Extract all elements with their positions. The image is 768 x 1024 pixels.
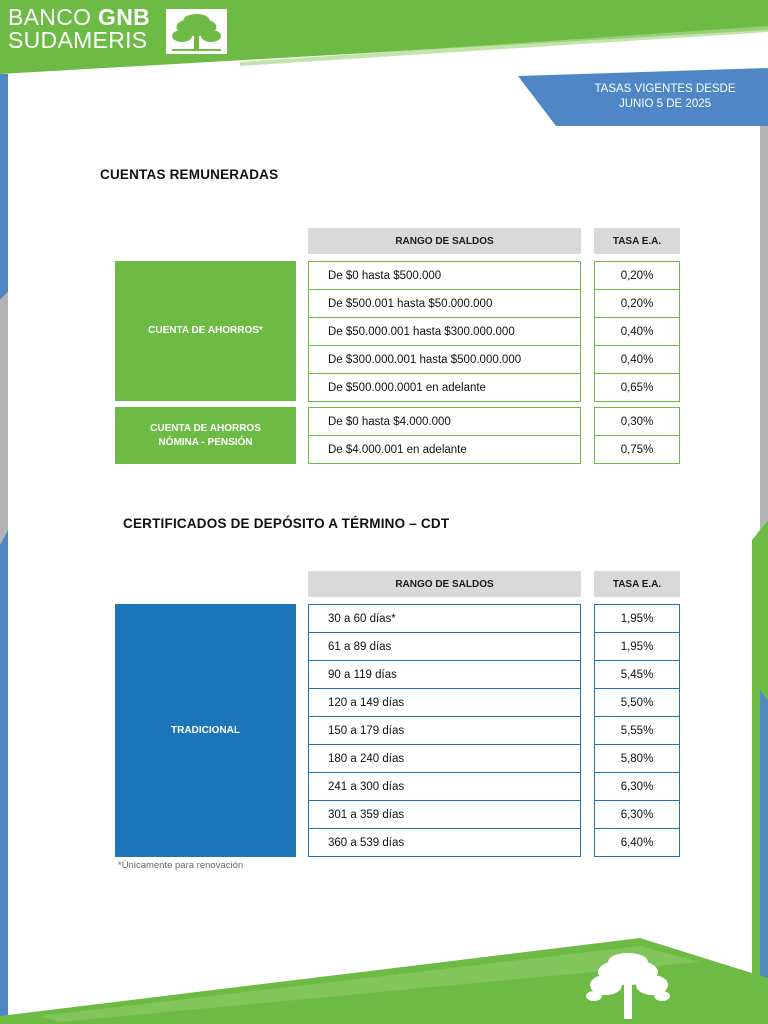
cuenta-nomina-label xyxy=(115,407,296,464)
cdt-range-cell: 180 a 240 días xyxy=(308,744,581,773)
cuentas-rate-cell: 0,30% xyxy=(594,407,680,436)
cuentas-rate-cell: 0,40% xyxy=(594,345,680,374)
cuentas-rate-cell: 0,65% xyxy=(594,373,680,402)
cdt-range-cell: 360 a 539 días xyxy=(308,828,581,857)
logo-sudameris: SUDAMERIS xyxy=(8,27,148,53)
cdt-range-cell: 90 a 119 días xyxy=(308,660,581,689)
right-blue-strip xyxy=(760,690,768,1024)
logo-tree-icon xyxy=(166,9,227,54)
cuentas-range-header: RANGO DE SALDOS xyxy=(308,228,581,254)
bank-logo xyxy=(8,6,150,52)
cuenta-ahorros-label: CUENTA DE AHORROS* xyxy=(115,261,296,401)
rates-date-line2: JUNIO 5 DE 2025 xyxy=(618,98,712,110)
cuentas-range-cell: De $4.000.001 en adelante xyxy=(308,435,581,464)
left-blue-strip-lower xyxy=(0,530,8,1024)
cdt-rate-header: TASA E.A. xyxy=(594,571,680,597)
logo-gnb: GNB xyxy=(98,4,151,30)
cdt-range-cell: 30 a 60 días* xyxy=(308,604,581,633)
cuentas-range-cell: De $0 hasta $4.000.000 xyxy=(308,407,581,436)
cuentas-range-cell: De $500.000.0001 en adelante xyxy=(308,373,581,402)
cdt-title: CERTIFICADOS DE DEPÓSITO A TÉRMINO – CDT xyxy=(123,516,450,531)
rates-date-line1: TASAS VIGENTES DESDE xyxy=(594,83,736,95)
cdt-rate-cell: 5,45% xyxy=(594,660,680,689)
cuentas-rate-cell: 0,20% xyxy=(594,289,680,318)
cdt-rate-cell: 5,50% xyxy=(594,688,680,717)
cdt-range-cell: 61 a 89 días xyxy=(308,632,581,661)
cdt-range-cell: 150 a 179 días xyxy=(308,716,581,745)
cdt-rate-cell: 5,80% xyxy=(594,744,680,773)
tradicional-label: TRADICIONAL xyxy=(115,604,296,857)
rates-effective-date xyxy=(585,82,745,112)
cdt-range-header: RANGO DE SALDOS xyxy=(308,571,581,597)
cdt-rate-cell: 1,95% xyxy=(594,632,680,661)
cdt-rate-cell: 5,55% xyxy=(594,716,680,745)
cuentas-range-cell: De $0 hasta $500.000 xyxy=(308,261,581,290)
cuentas-title: CUENTAS REMUNERADAS xyxy=(100,167,279,182)
cdt-rate-cell: 6,40% xyxy=(594,828,680,857)
cuentas-rate-cell: 0,20% xyxy=(594,261,680,290)
cuentas-rate-cell: 0,75% xyxy=(594,435,680,464)
cdt-range-cell: 241 a 300 días xyxy=(308,772,581,801)
cuentas-range-cell: De $500.001 hasta $50.000.000 xyxy=(308,289,581,318)
cdt-rate-cell: 6,30% xyxy=(594,772,680,801)
right-grey-strip xyxy=(760,126,768,530)
cuentas-rate-cell: 0,40% xyxy=(594,317,680,346)
cuentas-range-cell: De $50.000.001 hasta $300.000.000 xyxy=(308,317,581,346)
cdt-range-cell: 301 a 359 días xyxy=(308,800,581,829)
cuentas-range-cell: De $300.000.001 hasta $500.000.000 xyxy=(308,345,581,374)
cuenta-nomina-label-line2: NÓMINA - PENSIÓN xyxy=(158,436,253,448)
cuentas-rate-header: TASA E.A. xyxy=(594,228,680,254)
logo-banco: BANCO xyxy=(8,4,92,30)
cdt-range-cell: 120 a 149 días xyxy=(308,688,581,717)
left-grey-strip xyxy=(0,292,8,545)
cdt-rate-cell: 6,30% xyxy=(594,800,680,829)
footnote: *Únicamente para renovación xyxy=(118,860,244,871)
cdt-rate-cell: 1,95% xyxy=(594,604,680,633)
cuenta-nomina-label-line1: CUENTA DE AHORROS xyxy=(150,422,261,434)
left-blue-strip xyxy=(0,74,8,300)
